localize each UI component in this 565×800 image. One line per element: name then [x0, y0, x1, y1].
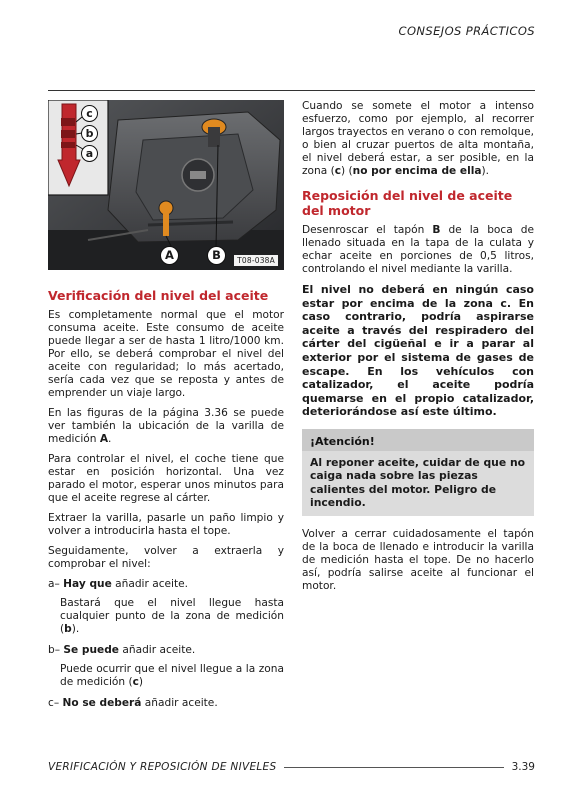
- section-heading-verification: Verificación del nivel del aceite: [48, 288, 269, 303]
- engine-illustration: [48, 100, 284, 270]
- list-item-detail: Puede ocurrir que el nivel llegue a la zona de medición (c): [60, 663, 284, 688]
- page-header-title: CONSEJOS PRÁCTICOS: [398, 24, 535, 38]
- footer-title: VERIFICACIÓN Y REPOSICIÓN DE NIVELES: [48, 761, 277, 773]
- warning-body: Al reponer aceite, cuidar de que no caiga nada sobre las piezas calientes del motor. Peligro de incendio.: [302, 451, 534, 516]
- reference-A: A: [99, 433, 109, 445]
- engine-figure: [48, 100, 284, 270]
- paragraph: En las figuras de la página 3.36 se puede ver también la ubicación de la varilla de medición A.: [48, 407, 284, 445]
- paragraph: Cuando se somete el motor a intenso esfuerzo, como por ejemplo, al recorrer largos trayectos en verano o con remolque, o bien al cruzar puertos de alta montaña, el nivel deberá estar, a ser posible, en la zona (c) (no por encima de ella).: [302, 100, 534, 177]
- right-column: [302, 100, 534, 600]
- paragraph: Desenroscar el tapón B de la boca de llenado situada en la tapa de la culata y echar aceite en porciones de 0,5 litros, controlando el nivel mediante la varilla.: [302, 224, 534, 275]
- paragraph: Volver a cerrar cuidadosamente el tapón de la boca de llenado e introducir la varilla de medición hasta el tope. De no hacerlo así, podría salirse aceite al funcionar el motor.: [302, 527, 534, 592]
- list-item: a– Hay que añadir aceite.: [48, 578, 189, 590]
- figure-label-b: b: [81, 125, 98, 142]
- section-heading-refill: Reposición del nivel de aceite del motor: [302, 188, 513, 218]
- warning-title: ¡Atención!: [310, 434, 375, 448]
- figure-label-c: c: [81, 105, 98, 122]
- list-item: b– Se puede añadir aceite.: [48, 644, 196, 656]
- list-item-detail: Bastará que el nivel llegue hasta cualquier punto de la zona de medición (b).: [60, 597, 284, 635]
- paragraph: Extraer la varilla, pasarle un paño limpio y volver a introducirla hasta el tope.: [48, 512, 284, 537]
- warning-box: [302, 429, 534, 516]
- figure-code: T08-038A: [234, 255, 278, 266]
- paragraph: Para controlar el nivel, el coche tiene que estar en posición horizontal. Una vez parado el motor, esperar unos minutos para que el aceite regrese al cárter.: [48, 453, 284, 504]
- page-footer: [48, 760, 535, 774]
- figure-callout-A: A: [160, 246, 179, 265]
- footer-rule: [284, 767, 503, 768]
- important-notice: El nivel no deberá en ningún caso estar por encima de la zona c. En caso contrario, podría aspirarse aceite a través del respiradero del cárter del cigüeñal e ir a parar al exterior por el sistema de gases de escape. En los vehículos con catalizador, el aceite podría quemarse en el propio catalizador, deteriorándose así este último.: [302, 283, 534, 419]
- list-item: c– No se deberá añadir aceite.: [48, 697, 218, 709]
- paragraph: Es completamente normal que el motor consuma aceite. Este consumo de aceite puede llegar a ser de hasta 1 litro/1000 km. Por ello, se deberá comprobar el nivel del aceite con regularidad; lo más acertado, sería cada vez que se reposta y antes de emprender un viaje largo.: [48, 309, 284, 399]
- page-number: 3.39: [511, 761, 535, 773]
- header-rule: [48, 90, 535, 91]
- reference-B: B: [432, 224, 441, 236]
- paragraph: Seguidamente, volver a extraerla y comprobar el nivel:: [48, 545, 284, 570]
- figure-label-a: a: [81, 145, 98, 162]
- left-column: [48, 100, 284, 716]
- figure-callout-B: B: [207, 246, 226, 265]
